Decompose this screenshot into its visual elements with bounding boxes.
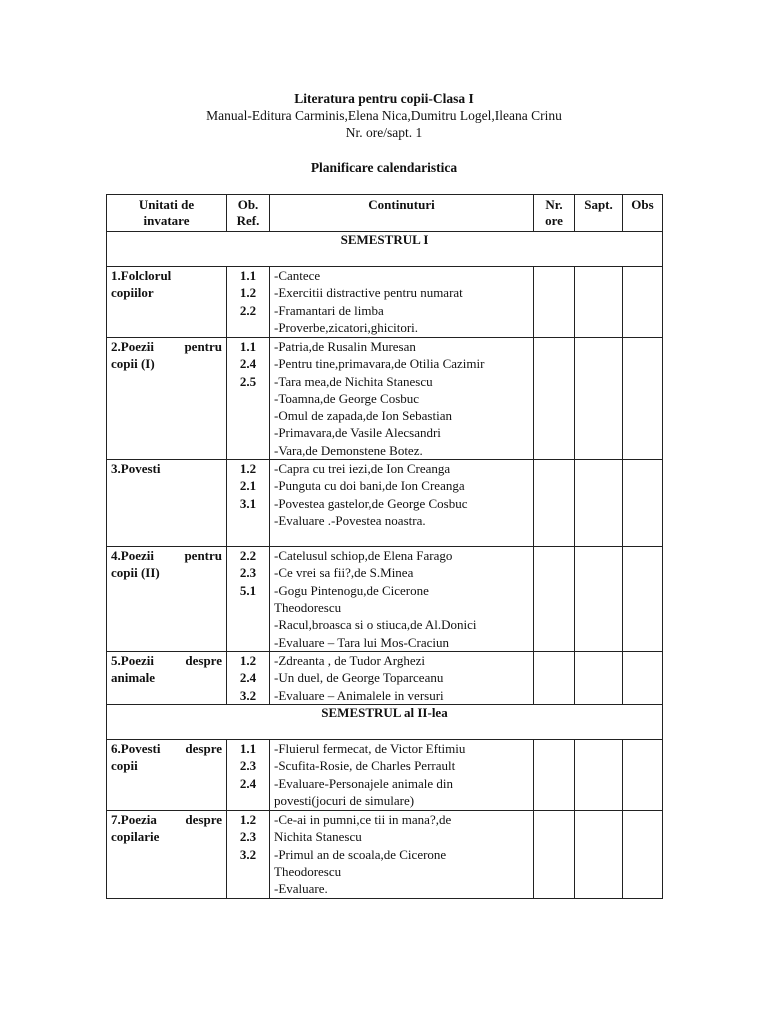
content-line: -Toamna,de George Cosbuc (274, 390, 420, 406)
objective-code: 1.2 (239, 653, 257, 669)
week-cell (575, 547, 623, 652)
table-header-row (107, 195, 663, 232)
unit-cell (107, 338, 227, 460)
hours-cell (534, 652, 575, 705)
unit-name: 5.Poezii despre (111, 653, 222, 669)
objective-code: 1.1 (239, 339, 257, 354)
objective-code: 2.3 (239, 565, 257, 581)
week-cell (575, 652, 623, 705)
objective-code: 2.4 (239, 670, 257, 686)
content-cell (270, 740, 534, 811)
table-row (107, 547, 663, 652)
table-row (107, 267, 663, 338)
week-cell (575, 338, 623, 460)
content-line: -Gogu Pintenogu,de Cicerone (274, 582, 429, 598)
unit-name-line2: copii (II) (111, 565, 160, 581)
obs-cell (623, 460, 663, 547)
unit-name-line2: copilarie (111, 829, 160, 845)
objective-code: 5.1 (239, 582, 257, 598)
content-line: -Povestea gastelor,de George Cosbuc (274, 495, 468, 511)
week-cell (575, 267, 623, 338)
objective-code: 2.4 (239, 356, 257, 372)
objective-code: 3.1 (239, 495, 257, 511)
objectives-cell (227, 652, 270, 705)
obs-cell (623, 267, 663, 338)
content-line: -Racul,broasca si o stiuca,de Al.Donici (274, 617, 477, 633)
hours-cell (534, 547, 575, 652)
content-cell (270, 811, 534, 899)
unit-cell (107, 652, 227, 705)
obs-cell (623, 547, 663, 652)
table-row (107, 652, 663, 705)
column-header-obs: Obs (623, 195, 663, 232)
objective-code: 3.2 (239, 846, 257, 862)
table-row (107, 338, 663, 460)
unit-name: 3.Povesti (111, 461, 161, 477)
objective-code: 2.2 (239, 548, 257, 564)
objectives-cell (227, 740, 270, 811)
content-line: -Primavara,de Vasile Alecsandri (274, 425, 441, 441)
unit-cell (107, 740, 227, 811)
objectives-cell (227, 338, 270, 460)
content-cell (270, 460, 534, 547)
column-header-ob (227, 195, 270, 232)
unit-cell (107, 460, 227, 547)
content-line: -Proverbe,zicatori,ghicitori. (274, 319, 419, 335)
content-line: -Exercitii distractive pentru numarat (274, 285, 463, 301)
unit-name: 4.Poezii pentru (111, 548, 222, 564)
content-line: -Evaluare – Animalele in versuri (274, 687, 444, 703)
content-line: -Evaluare-Personajele animale din (274, 775, 454, 791)
content-line: -Evaluare – Tara lui Mos-Craciun (274, 634, 450, 650)
planning-table (106, 194, 663, 899)
objective-code: 1.2 (239, 285, 257, 301)
column-header-ob-line1: Ob. (237, 197, 259, 212)
column-header-nr-line1: Nr. (545, 197, 563, 212)
document-subtitle: Planificare calendaristica (310, 160, 458, 175)
column-header-nr-line2: ore (545, 213, 563, 228)
objectives-cell (227, 460, 270, 547)
content-line: -Evaluare .-Povestea noastra. (274, 512, 426, 528)
content-line: -Ce vrei sa fii?,de S.Minea (274, 565, 414, 581)
content-line: -Framantari de limba (274, 302, 384, 318)
content-line: -Cantece (274, 268, 321, 283)
objectives-cell (227, 267, 270, 338)
content-line: -Catelusul schiop,de Elena Farago (274, 548, 453, 564)
content-line: -Ce-ai in pumni,ce tii in mana?,de (274, 812, 452, 828)
manual-line: Manual-Editura Carminis,Elena Nica,Dumitru Logel,Ileana Crinu (206, 108, 562, 123)
objective-code: 2.3 (239, 829, 257, 845)
objective-code: 1.2 (239, 812, 257, 828)
objective-code: 1.1 (239, 268, 257, 283)
column-header-unit-line2: invatare (143, 213, 190, 228)
content-cell (270, 267, 534, 338)
unit-name: 1.Folclorul (111, 268, 172, 283)
column-header-nr (534, 195, 575, 232)
week-cell (575, 460, 623, 547)
column-header-unit-line1: Unitati de (138, 197, 195, 212)
objective-code: 2.2 (239, 302, 257, 318)
hours-cell (534, 267, 575, 338)
objective-code: 3.2 (239, 687, 257, 703)
objective-code: 2.1 (239, 478, 257, 494)
content-line: -Omul de zapada,de Ion Sebastian (274, 408, 452, 424)
column-header-content: Continuturi (270, 195, 534, 232)
content-line: -Primul an de scoala,de Cicerone (274, 846, 447, 862)
content-line: -Patria,de Rusalin Muresan (274, 339, 416, 354)
obs-cell (623, 338, 663, 460)
hours-cell (534, 740, 575, 811)
objective-code: 2.4 (239, 775, 257, 791)
content-line: -Punguta cu doi bani,de Ion Creanga (274, 478, 465, 494)
content-line: Theodorescu (274, 863, 342, 879)
content-cell (270, 547, 534, 652)
obs-cell (623, 652, 663, 705)
unit-name-line2: copii (I) (111, 356, 155, 372)
content-line: -Evaluare. (274, 881, 328, 897)
content-line: -Scufita-Rosie, de Charles Perrault (274, 758, 456, 774)
document-header (0, 90, 768, 141)
semester-row (107, 232, 663, 267)
content-line: Theodorescu (274, 599, 342, 615)
content-line: -Fluierul fermecat, de Victor Eftimiu (274, 741, 466, 757)
content-cell (270, 338, 534, 460)
content-line: -Un duel, de George Toparceanu (274, 670, 444, 686)
obs-cell (623, 811, 663, 899)
column-header-ob-line2: Ref. (236, 213, 260, 228)
week-cell (575, 740, 623, 811)
table-row (107, 811, 663, 899)
unit-cell (107, 811, 227, 899)
semester1-label: SEMESTRUL I (107, 232, 663, 267)
content-line: -Capra cu trei iezi,de Ion Creanga (274, 461, 451, 477)
table-row (107, 740, 663, 811)
objective-code: 1.1 (239, 741, 257, 757)
content-line: -Zdreanta , de Tudor Arghezi (274, 653, 426, 669)
table-row (107, 460, 663, 547)
objective-code: 2.5 (239, 373, 257, 389)
hours-line: Nr. ore/sapt. 1 (345, 125, 423, 140)
objectives-cell (227, 547, 270, 652)
unit-name: 7.Poezia despre (111, 812, 222, 828)
semester-row (107, 705, 663, 740)
objective-code: 2.3 (239, 758, 257, 774)
unit-name: 2.Poezii pentru (111, 339, 222, 354)
unit-name-line2: copiilor (111, 285, 154, 301)
column-header-week: Sapt. (575, 195, 623, 232)
unit-cell (107, 547, 227, 652)
content-cell (270, 652, 534, 705)
week-cell (575, 811, 623, 899)
unit-cell (107, 267, 227, 338)
document-title: Literatura pentru copii-Clasa I (294, 91, 474, 106)
content-line: -Tara mea,de Nichita Stanescu (274, 373, 433, 389)
semester2-label: SEMESTRUL al II-lea (107, 705, 663, 740)
content-line: -Pentru tine,primavara,de Otilia Cazimir (274, 356, 485, 372)
content-line: -Vara,de Demonstene Botez. (274, 442, 423, 458)
obs-cell (623, 740, 663, 811)
objectives-cell (227, 811, 270, 899)
content-line: povesti(jocuri de simulare) (274, 792, 415, 808)
unit-name-line2: animale (111, 670, 156, 686)
hours-cell (534, 811, 575, 899)
hours-cell (534, 338, 575, 460)
objective-code: 1.2 (239, 461, 257, 477)
hours-cell (534, 460, 575, 547)
column-header-unit (107, 195, 227, 232)
content-line: Nichita Stanescu (274, 829, 362, 845)
unit-name-line2: copii (111, 758, 138, 774)
unit-name: 6.Povesti despre (111, 741, 222, 757)
